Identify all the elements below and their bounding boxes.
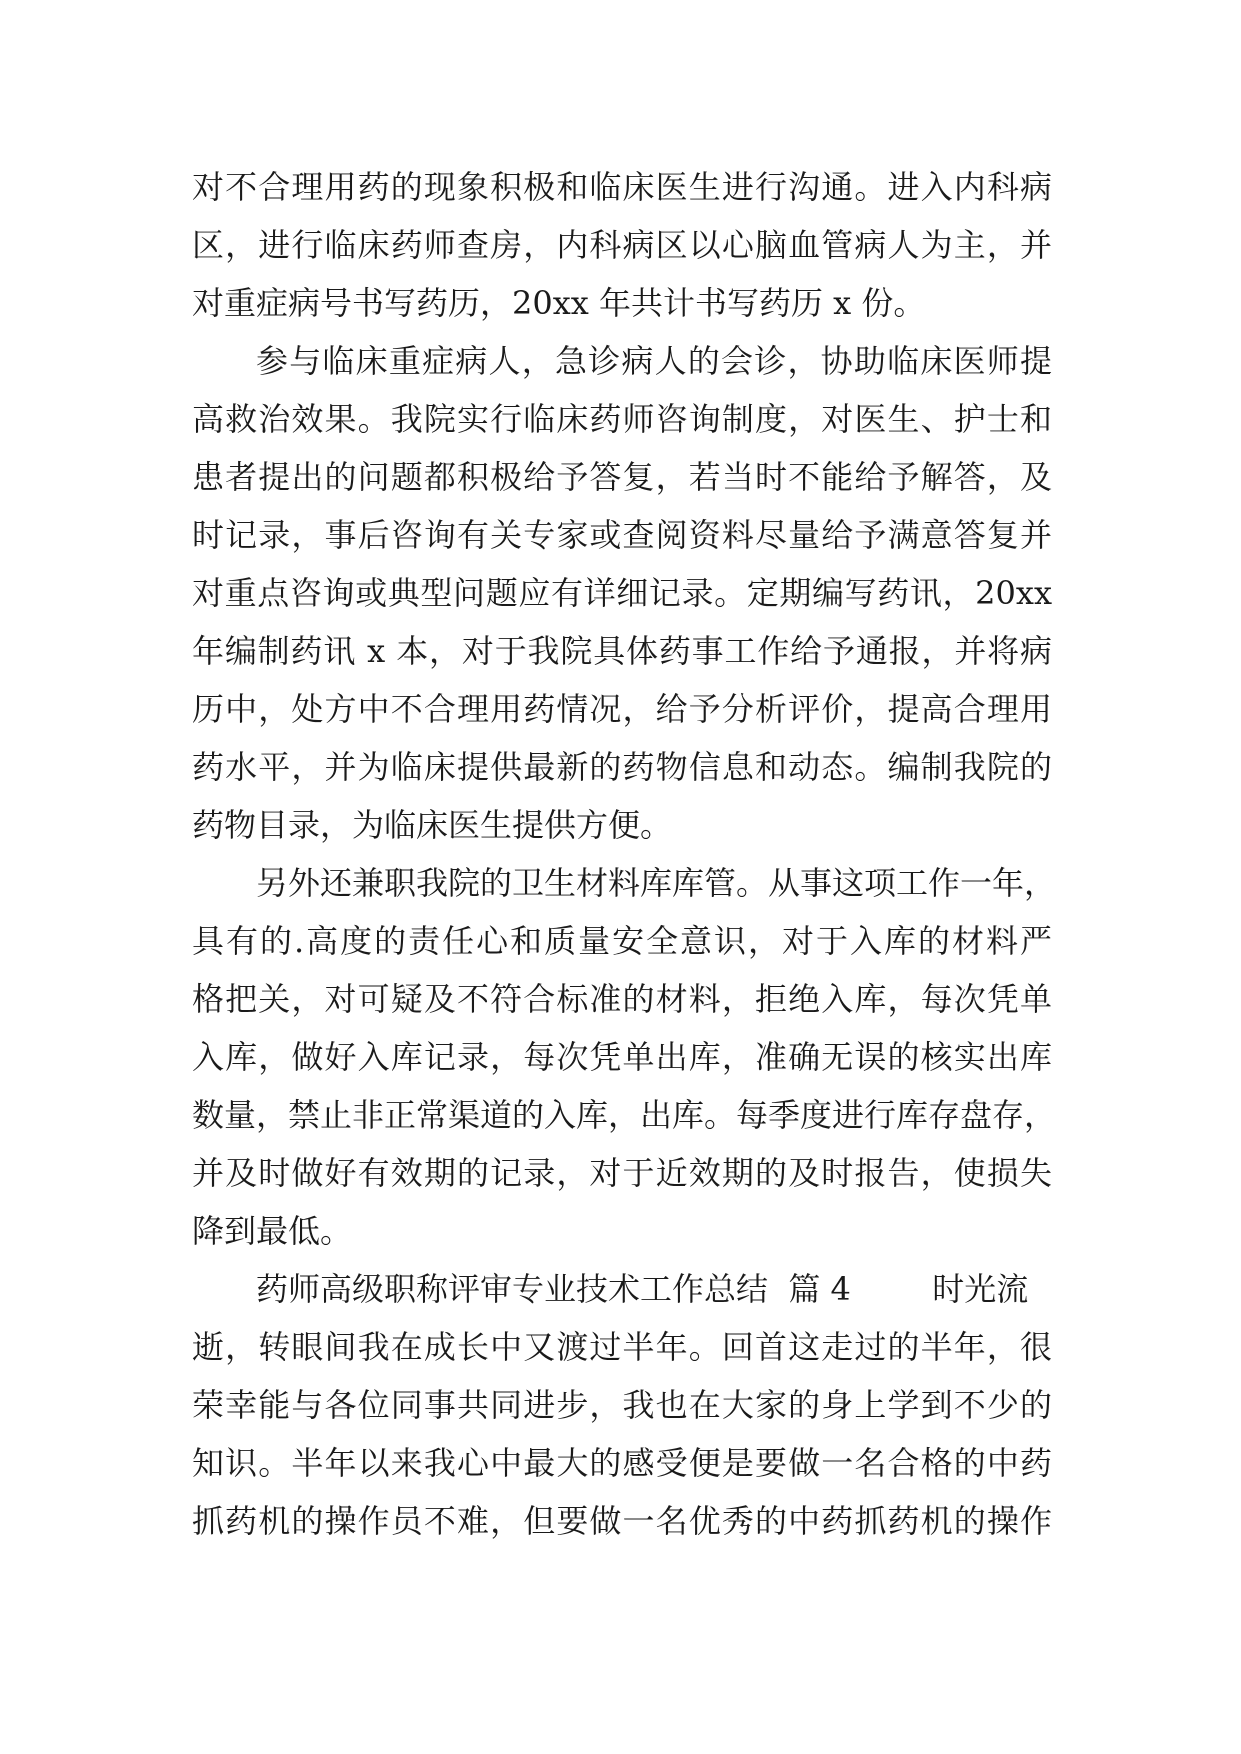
text-line: 年编制药讯 x 本，对于我院具体药事工作给予通报，并将病 xyxy=(192,632,1052,670)
text-line: 区，进行临床药师查房，内科病区以心脑血管病人为主，并 xyxy=(192,226,1052,264)
paragraph-4 xyxy=(192,1260,1052,1550)
text-line: 药物目录，为临床医生提供方便。 xyxy=(192,806,673,844)
text-line: 历中，处方中不合理用药情况，给予分析评价，提高合理用 xyxy=(192,690,1052,728)
text-line: 具有的.高度的责任心和质量安全意识，对于入库的材料严 xyxy=(192,922,1052,960)
text-line: 药水平，并为临床提供最新的药物信息和动态。编制我院的 xyxy=(192,748,1052,786)
text-line: 降到最低。 xyxy=(192,1212,353,1250)
text-line: 时记录，事后咨询有关专家或查阅资料尽量给予满意答复并 xyxy=(192,516,1052,554)
paragraph-1 xyxy=(192,158,1052,332)
section-heading-line: 药师高级职称评审专业技术工作总结 篇 4 时光流 xyxy=(256,1270,1029,1308)
text-line: 入库，做好入库记录，每次凭单出库，准确无误的核实出库 xyxy=(192,1038,1052,1076)
text-line: 对重点咨询或典型问题应有详细记录。定期编写药讯，20xx xyxy=(192,574,1052,612)
text-line: 对重症病号书写药历，20xx 年共计书写药历 x 份。 xyxy=(192,284,926,322)
text-line: 荣幸能与各位同事共同进步，我也在大家的身上学到不少的 xyxy=(192,1386,1052,1424)
body-text xyxy=(192,158,1057,1550)
text-line: 患者提出的问题都积极给予答复，若当时不能给予解答，及 xyxy=(192,458,1052,496)
text-line: 对不合理用药的现象积极和临床医生进行沟通。进入内科病 xyxy=(192,168,1052,206)
paragraph-2 xyxy=(192,332,1052,854)
text-line: 高救治效果。我院实行临床药师咨询制度，对医生、护士和 xyxy=(192,400,1052,438)
text-line: 逝，转眼间我在成长中又渡过半年。回首这走过的半年，很 xyxy=(192,1328,1052,1366)
text-line: 抓药机的操作员不难，但要做一名优秀的中药抓药机的操作 xyxy=(192,1502,1052,1540)
text-line: 数量，禁止非正常渠道的入库，出库。每季度进行库存盘存， xyxy=(192,1096,1057,1134)
text-line: 另外还兼职我院的卫生材料库库管。从事这项工作一年， xyxy=(256,864,1057,902)
text-line: 参与临床重症病人，急诊病人的会诊，协助临床医师提 xyxy=(256,342,1052,380)
text-line: 格把关，对可疑及不符合标准的材料，拒绝入库，每次凭单 xyxy=(192,980,1052,1018)
text-line: 知识。半年以来我心中最大的感受便是要做一名合格的中药 xyxy=(192,1444,1052,1482)
paragraph-3 xyxy=(192,854,1057,1260)
text-line: 并及时做好有效期的记录，对于近效期的及时报告，使损失 xyxy=(192,1154,1052,1192)
